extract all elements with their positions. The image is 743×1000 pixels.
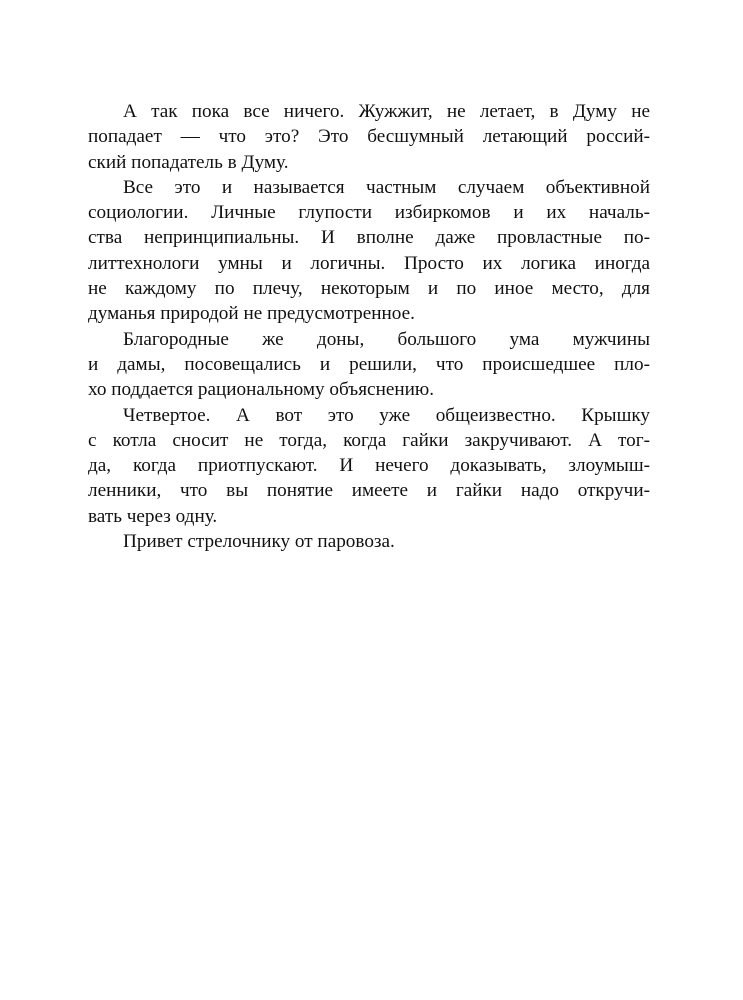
text-line: А так пока все ничего. Жужжит, не летает, в Думу не [123, 101, 650, 122]
text-line: с котла сносит не тогда, когда гайки закручивают. А тог- [88, 429, 650, 451]
text-line: Четвертое. А вот это уже общеизвестно. Крышку [123, 404, 650, 426]
text-line: Привет стрелочнику от паровоза. [123, 531, 395, 553]
text-line: ленники, что вы понятие имеете и гайки надо откручи- [88, 480, 650, 502]
paragraph-1 [88, 99, 650, 175]
text-line: попадает — что это? Это бесшумный летающий россий- [88, 126, 650, 148]
text-line: ский попадатель в Думу. [88, 151, 289, 173]
text-line: Благородные же доны, большого ума мужчины [123, 328, 650, 350]
text-line: Все это и называется частным случаем объективной [123, 176, 650, 198]
text-line: социологии. Личные глупости избиркомов и их началь- [88, 202, 650, 224]
text-line: вать через одну. [88, 505, 218, 527]
text-line: литтехнологи умны и логичны. Просто их логика иногда [88, 252, 650, 274]
text-line: хо поддается рациональному объяснению. [88, 379, 435, 401]
paragraph-4 [88, 403, 650, 529]
text-line: да, когда приотпускают. И нечего доказывать, злоумыш- [88, 455, 650, 477]
text-line: и дамы, посовещались и решили, что происшедшее пло- [88, 353, 650, 375]
paragraph-3 [88, 327, 650, 403]
text-line: думанья природой не предусмотренное. [88, 303, 415, 325]
text-line: ства непринципиальны. И вполне даже провластные по- [88, 227, 650, 249]
paragraph-2 [88, 175, 650, 327]
text-line: не каждому по плечу, некоторым и по иное место, для [88, 278, 650, 300]
body-text [88, 99, 650, 554]
paragraph-5 [88, 529, 650, 554]
